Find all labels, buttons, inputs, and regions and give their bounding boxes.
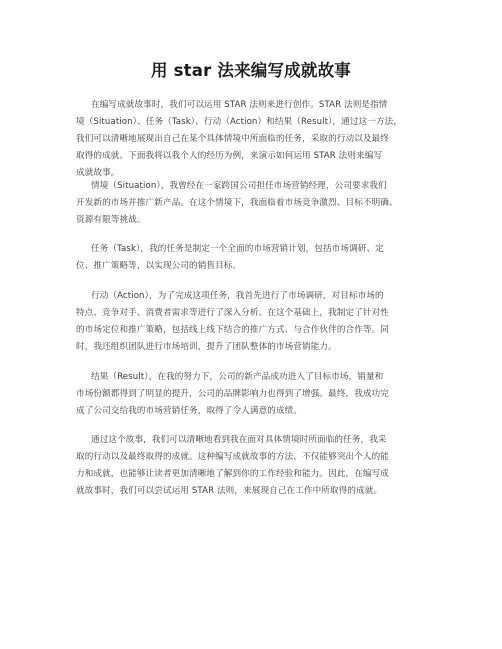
paragraph-line: 取得的成就。下面我将以我个人的经历为例，来演示如何运用 STAR 法则来编写 (76, 151, 383, 161)
paragraph-result (76, 369, 424, 420)
paragraph-line: 位、推广策略等，以实现公司的销售目标。 (76, 261, 242, 271)
paragraph-line: 通过这个故事，我们可以清晰地看到我在面对具体情境时所面临的任务，我采 (91, 435, 387, 445)
paragraph-line: 我们可以清晰地展现出自己在某个具体情境中所面临的任务，采取的行动以及最终 (76, 134, 389, 144)
document-title: 用 star 法来编写成就故事 (151, 61, 351, 80)
paragraph-line: 开发新的市场并推广新产品。在这个情境下，我面临着市场竞争激烈、目标不明确、 (76, 198, 398, 208)
paragraph-line: 情境（Situation），我曾经在一家跨国公司担任市场营销经理，公司要求我们 (91, 181, 387, 191)
paragraph-line: 资源有限等挑战。 (76, 215, 146, 225)
paragraph-task (76, 241, 424, 275)
paragraph-conclusion (76, 432, 424, 500)
paragraph-line: 成就故事。 (76, 168, 120, 178)
paragraph-line: 的市场定位和推广策略，包括线上线下结合的推广方式、与合作伙伴的合作等。同 (76, 325, 389, 335)
paragraph-situation (76, 178, 424, 229)
paragraph-line: 力和成就，也能够让读者更加清晰地了解到你的工作经验和能力。因此，在编写成 (76, 469, 389, 479)
paragraph-line: 境（Situation）、任务（Task）、行动（Action）和结果（Result），通过这一方法， (76, 117, 403, 127)
paragraph-line: 取的行动以及最终取得的成就。这种编写成就故事的方法，不仅能够突出个人的能 (76, 452, 389, 462)
paragraph-action (76, 288, 424, 356)
paragraph-line: 时，我还组织团队进行市场培训，提升了团队整体的市场营销能力。 (76, 342, 337, 352)
paragraph-line: 市场份额都得到了明显的提升，公司的品牌影响力也得到了增强。最终，我成功完 (76, 389, 389, 399)
paragraph-line: 在编写成就故事时，我们可以运用 STAR 法则来进行创作。STAR 法则是指情 (91, 100, 388, 110)
paragraph-line: 成了公司交给我的市场营销任务，取得了令人满意的成绩。 (76, 406, 303, 416)
paragraph-line: 任务（Task），我的任务是制定一个全面的市场营销计划，包括市场调研、定 (91, 244, 384, 254)
paragraph-line: 结果（Result），在我的努力下，公司的新产品成功进入了目标市场，销量和 (91, 372, 384, 382)
paragraph-line: 行动（Action），为了完成这项任务，我首先进行了市场调研，对目标市场的 (91, 291, 384, 301)
paragraph-line: 特点、竞争对手、消费者需求等进行了深入分析。在这个基础上，我制定了针对性 (76, 308, 389, 318)
paragraph-intro (76, 97, 424, 182)
paragraph-line: 就故事时，我们可以尝试运用 STAR 法则，来展现自己在工作中所取得的成就。 (76, 486, 383, 496)
